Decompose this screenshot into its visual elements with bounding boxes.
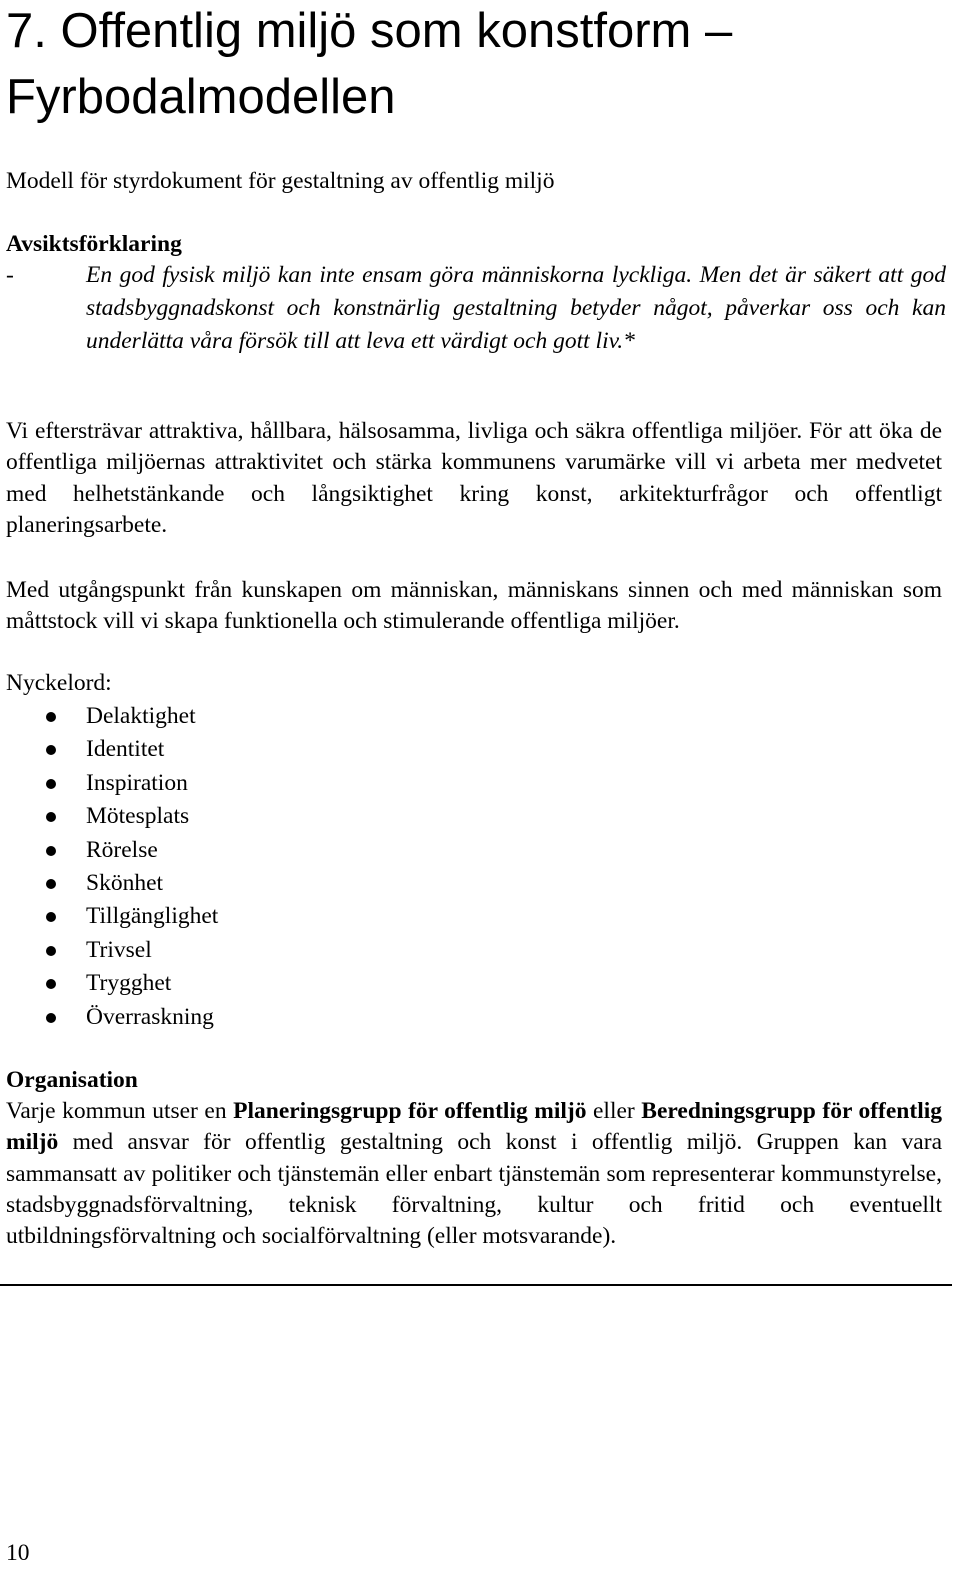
paragraph-human-scale: Med utgångspunkt från kunskapen om människan, människans sinnen och med människan som måttstock vill vi skapa funktionella och stimulerande offentliga miljöer. — [6, 577, 942, 635]
list-item — [0, 733, 218, 766]
org-bold-preparation-group: Beredningsgrupp för offentlig miljö — [6, 1098, 943, 1156]
list-item — [0, 767, 218, 800]
title-line-1: 7. Offentlig miljö som konstform – — [6, 4, 733, 58]
keyword: Identitet — [86, 736, 165, 763]
org-text-2: eller — [593, 1098, 635, 1124]
keyword: Trygghet — [86, 970, 172, 997]
keyword: Skönhet — [86, 869, 164, 896]
org-bold-planning-group: Planeringsgrupp för offentlig miljö — [233, 1098, 587, 1124]
keyword: Delaktighet — [86, 703, 196, 729]
keyword: Trivsel — [86, 936, 152, 963]
list-item — [0, 967, 218, 1000]
bullet-icon — [46, 912, 56, 922]
list-item — [0, 900, 218, 933]
bullet-icon — [46, 846, 56, 856]
org-text-3: med ansvar för offentlig gestaltning och konst i offentlig miljö. Gruppen kan vara sammansatt av politiker och tjänstemän eller enbart tjänstemän som representerar kommunstyrelse, stadsbyggnadsförvaltning, teknisk förvaltning, kultur och fritid och eventuellt utbildningsförvaltning och socialförvaltning (eller motsvarande). — [6, 1129, 942, 1250]
keyword: Inspiration — [86, 769, 188, 796]
org-text-1: Varje kommun utser en — [6, 1098, 227, 1124]
bullet-icon — [46, 712, 56, 722]
bullet-icon — [46, 745, 56, 755]
list-item — [0, 800, 218, 833]
bullet-icon — [46, 1013, 56, 1023]
quote-text: En god fysisk miljö kan inte ensam göra människorna lyckliga. Men det är säkert att god stadsbyggnadskonst och konstnärlig gestaltning betyder något, påverkar oss och kan underlätta våra försök till att leva ett värdigt och gott liv.* — [86, 262, 946, 354]
keyword: Rörelse — [86, 836, 158, 863]
organisation-heading: Organisation — [6, 1067, 138, 1093]
list-item — [0, 867, 218, 900]
intent-heading: Avsiktsförklaring — [6, 231, 182, 257]
quote-dash: - — [6, 262, 14, 288]
subtitle: Modell för styrdokument för gestaltning av offentlig miljö — [6, 168, 555, 194]
title-line-2: Fyrbodalmodellen — [6, 70, 396, 124]
bullet-icon — [46, 979, 56, 989]
paragraph-organisation — [6, 1096, 942, 1252]
page-title — [6, 0, 946, 130]
list-item — [0, 1001, 218, 1034]
paragraph-goals: Vi eftersträvar attraktiva, hållbara, hälsosamma, livliga och säkra offentliga miljöer. För att öka de offentliga miljöernas attraktivitet och stärka kommunens varumärke vill vi arbeta mer medvetet med helhetstänkande och långsiktighet kring konst, arkitekturfrågor och offentligt planeringsarbete. — [6, 418, 942, 538]
bullet-icon — [46, 879, 56, 889]
footnote-divider — [0, 1284, 952, 1286]
keyword: Överraskning — [86, 1003, 214, 1030]
keyword: Tillgänglighet — [86, 903, 219, 930]
list-item — [0, 934, 218, 967]
keywords-list — [0, 700, 218, 1034]
bullet-icon — [46, 946, 56, 956]
bullet-icon — [46, 779, 56, 789]
page-number: 10 — [6, 1540, 30, 1566]
list-item — [0, 700, 218, 733]
list-item — [0, 834, 218, 867]
keyword: Mötesplats — [86, 803, 190, 830]
bullet-icon — [46, 812, 56, 822]
keywords-label: Nyckelord: — [6, 670, 112, 696]
